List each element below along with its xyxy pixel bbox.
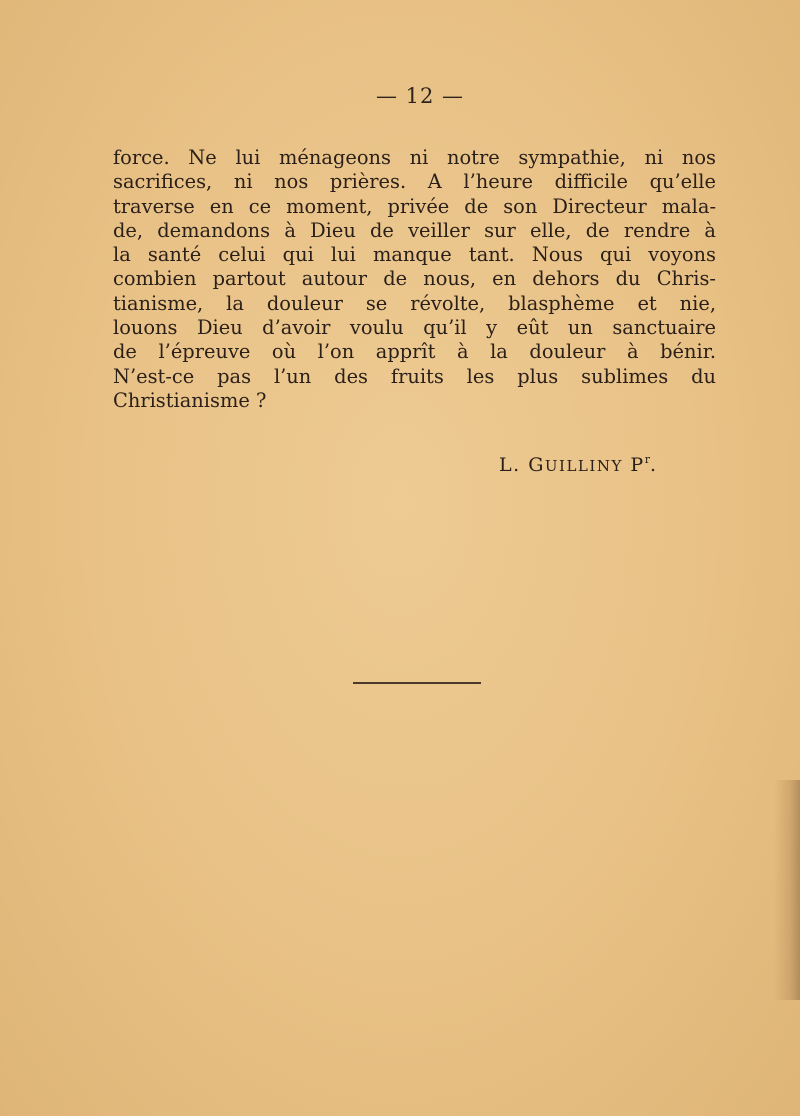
signature-title: P [630,454,645,476]
paragraph-line: tianisme, la douleur se révolte, blasphème et nie, [113,291,716,315]
page-edge-shadow [774,780,800,1000]
paragraph-line: traverse en ce moment, privée de son Directeur mala- [113,194,716,218]
paragraph-line: de l’épreuve où l’on apprît à la douleur à bénir. [113,340,716,364]
paragraph-line: combien partout autour de nous, en dehors du Chris- [113,267,716,291]
body-paragraph [113,146,716,413]
paragraph-line: sacrifices, ni nos prières. A l’heure difficile qu’elle [113,170,716,194]
paragraph-line: Christianisme ? [113,388,267,412]
signature-title-end: . [649,454,658,476]
signature-name-initial: G [528,454,545,476]
signature-name-rest: UILLINY [544,457,623,475]
paragraph-line: louons Dieu d’avoir voulu qu’il y eût un sanctuaire [113,316,716,340]
paragraph-line: de, demandons à Dieu de veiller sur elle, de rendre à [113,218,716,242]
signature-title-superscript: r [644,453,650,466]
page-number: — 12 — [375,84,465,108]
signature-initial: L. [499,454,521,476]
paragraph-line: N’est-ce pas l’un des fruits les plus sublimes du [113,364,716,388]
author-signature [499,453,658,476]
paragraph-line: force. Ne lui ménageons ni notre sympathie, ni nos [113,146,716,169]
section-divider [353,682,481,684]
paragraph-line: la santé celui qui lui manque tant. Nous qui voyons [113,243,716,267]
